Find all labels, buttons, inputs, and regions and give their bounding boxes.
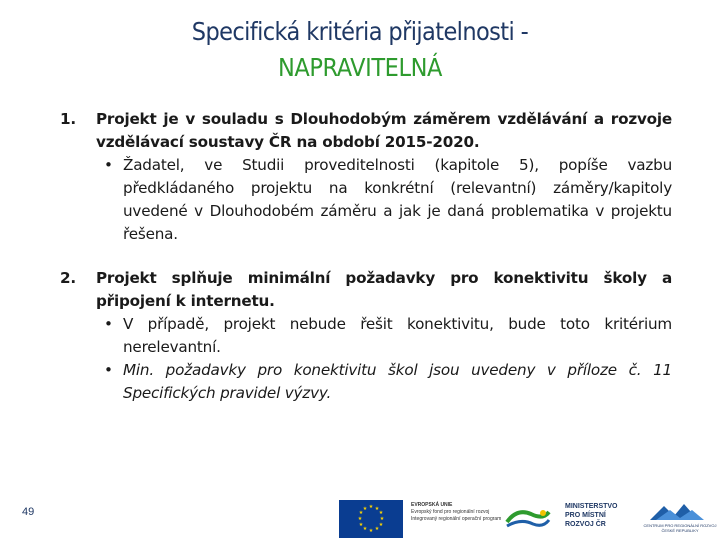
eu-text-line: EVROPSKÁ UNIE	[411, 502, 453, 508]
svg-text:★: ★	[378, 510, 384, 516]
title-line-2: NAPRAVITELNÁ	[277, 53, 443, 82]
svg-text:★: ★	[378, 522, 384, 528]
criterion-bullets	[96, 154, 672, 246]
svg-text:★: ★	[358, 510, 364, 516]
svg-text:★: ★	[357, 516, 363, 522]
criterion-text: Projekt je v souladu s Dlouhodobým záměrem vzdělávání a rozvoje vzdělávací soustavy ČR na období 2015-2020.	[96, 110, 672, 151]
eu-text-line: Integrovaný regionální operační program	[411, 516, 502, 522]
bullet-icon: •	[104, 315, 113, 333]
mmr-text-line: ROZVOJ ČR	[565, 521, 606, 528]
eu-flag-icon	[339, 500, 403, 538]
svg-text:★: ★	[368, 528, 374, 534]
bullet-text: V případě, projekt nebude řešit konektivitu, bude toto kritérium nerelevantní.	[123, 315, 672, 356]
bullet-text: Min. požadavky pro konektivitu škol jsou uvedeny v příloze č. 11 Specifických pravidel výzvy.	[123, 361, 672, 402]
criteria-list	[60, 108, 672, 426]
bullet-text: Žadatel, ve Studii proveditelnosti (kapitole 5), popíše vazbu předkládaného projektu na konkrétní (relevantní) záměry/kapitoly uvedené v Dlouhodobém záměru a jak je daná problematika v projektu řešena.	[123, 156, 672, 243]
page-number: 49	[22, 506, 35, 518]
svg-text:★: ★	[358, 522, 364, 528]
bullet-item	[96, 313, 672, 359]
bullet-icon: •	[104, 361, 113, 379]
mmr-text-line: MINISTERSTVO	[565, 503, 618, 510]
svg-text:★: ★	[368, 504, 374, 510]
svg-text:★: ★	[362, 526, 368, 532]
bullet-icon: •	[104, 156, 113, 174]
bullet-item	[96, 359, 672, 405]
mmr-logo-text	[565, 502, 618, 529]
svg-text:★: ★	[374, 506, 380, 512]
crr-text-line: ČESKÉ REPUBLIKY	[661, 528, 699, 533]
crr-logo-text	[642, 523, 718, 533]
criterion-number: 1.	[60, 110, 76, 128]
mmr-text-line: PRO MÍSTNÍ	[565, 512, 606, 519]
criterion-text: Projekt splňuje minimální požadavky pro konektivitu školy a připojení k internetu.	[96, 269, 672, 310]
svg-text:★: ★	[374, 526, 380, 532]
bullet-item	[96, 154, 672, 246]
svg-text:★: ★	[379, 516, 385, 522]
criterion-number: 2.	[60, 269, 76, 287]
criterion-2	[60, 267, 672, 405]
footer-logo-strip	[335, 494, 720, 538]
criterion-bullets	[96, 313, 672, 405]
criterion-1	[60, 108, 672, 246]
irop-swirl-icon	[503, 504, 553, 532]
eu-text-line: Evropský fond pro regionální rozvoj	[411, 509, 490, 515]
crr-text-line: CENTRUM PRO REGIONÁLNÍ ROZVOJ	[643, 523, 717, 528]
svg-text:★: ★	[362, 506, 368, 512]
title-line-1: Specifická kritéria přijatelnosti -	[191, 17, 529, 46]
slide-title	[0, 14, 720, 86]
